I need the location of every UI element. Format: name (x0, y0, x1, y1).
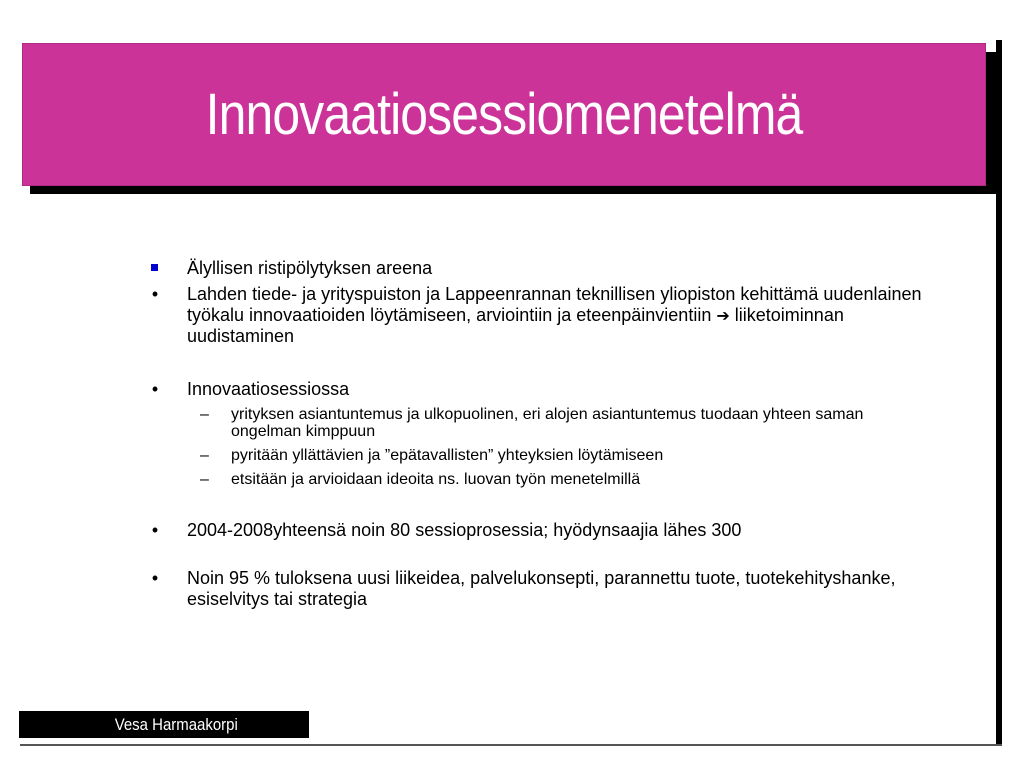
bullet-item-4 (145, 520, 935, 541)
dash-marker: – (200, 447, 209, 464)
sub-item-1 (145, 406, 935, 440)
bullet-text-3: Innovaatiosessiossa (187, 379, 350, 399)
dash-marker: – (200, 406, 209, 423)
right-border-line (996, 40, 1002, 746)
sub-item-3 (145, 471, 935, 488)
sub-text-3: etsitään ja arvioidaan ideoita ns. luovan työn menetelmillä (231, 471, 641, 488)
bullet-marker: • (151, 284, 159, 304)
bullet-text-4: 2004-2008yhteensä noin 80 sessioprosessia; hyödynsaajia lähes 300 (187, 520, 742, 540)
bullet-text-1: Älyllisen ristipölytyksen areena (187, 258, 433, 278)
bullet-item-1 (145, 258, 935, 279)
slide-content (145, 258, 935, 610)
bullet-text-2-continuation: liiketoiminnan uudistaminen (187, 305, 844, 346)
bullet-text-2: Lahden tiede- ja yrityspuiston ja Lappeenrannan teknillisen yliopiston kehittämä uudenlainen työkalu innovaatioiden löytämiseen, arviointiin ja eteenpäinvientiin (187, 284, 922, 325)
bottom-border-line (20, 744, 1002, 746)
footer-author-box (19, 711, 309, 738)
bullet-item-5 (145, 568, 935, 610)
bullet-marker: • (151, 568, 159, 588)
bullet-marker: • (151, 379, 159, 399)
dash-marker: – (200, 471, 209, 488)
title-banner (22, 43, 986, 186)
sub-text-1: yrityksen asiantuntemus ja ulkopuolinen, eri alojen asiantuntemus tuodaan yhteen saman ongelman kimppuun (231, 406, 864, 440)
sub-text-2: pyritään yllättävien ja ”epätavallisten” yhteyksien löytämiseen (231, 447, 664, 464)
sub-item-2 (145, 447, 935, 464)
footer-author: Vesa Harmaakorpi (114, 714, 238, 734)
slide-title: Innovaatiosessiomenetelmä (205, 82, 803, 147)
arrow-right-icon: ➔ (716, 306, 730, 325)
bullet-item-3 (145, 379, 935, 400)
bullet-text-5: Noin 95 % tuloksena uusi liikeidea, palvelukonsepti, parannettu tuote, tuotekehityshanke, esiselvitys tai strategia (187, 568, 896, 609)
bullet-item-2 (145, 284, 935, 347)
bullet-marker: • (151, 520, 159, 540)
